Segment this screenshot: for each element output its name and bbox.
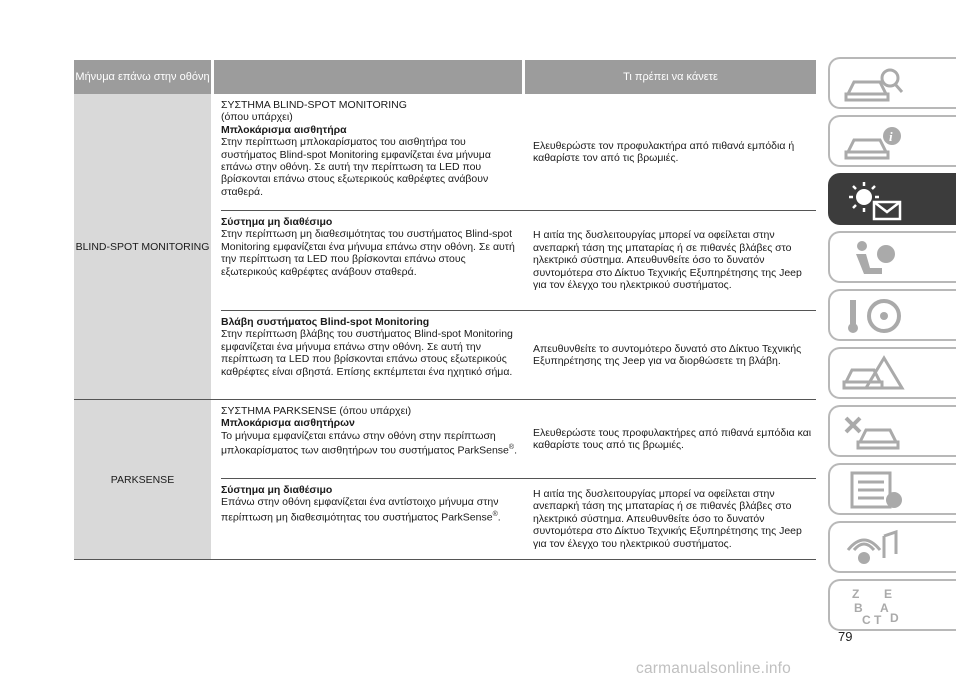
group-label-parksense: PARKSENSE (74, 400, 211, 559)
tab-car-info[interactable] (828, 115, 956, 167)
row-note: (όπου υπάρχει) (221, 111, 293, 124)
tab-technical-data[interactable] (828, 463, 956, 515)
row-text: Το μήνυμα εμφανίζεται επάνω στην οθόνη στην περίπτωση μπλοκαρίσματος των αισθητήρων του συστήματος ParkSense (221, 429, 509, 457)
svg-text:i: i (889, 129, 893, 144)
row-action: Η αιτία της δυσλειτουργίας μπορεί να οφείλεται στην ανεπαρκή τάση της μπαταρίας ή σε πιθανές βλάβες στο ηλεκτρικό σύστημα. Απευθυνθείτε όσο το δυνατόν συντομότερα στο Δίκτυο Τεχνικής Εξυπηρέτησης της Jeep για τον έλεγχο του ηλεκτρικού συστήματος. (533, 229, 802, 292)
svg-text:B: B (854, 601, 863, 615)
row-text-tail: . (514, 444, 517, 457)
header-message-column: Μήνυμα επάνω στην οθόνη (74, 60, 211, 94)
tools-car-icon (840, 412, 910, 452)
index-letters-icon (840, 586, 910, 630)
row-text: Στην περίπτωση μπλοκαρίσματος του αισθητήρα του συστήματος Blind-spot Monitoring εμφανίζεται ένα μήνυμα επάνω στην οθόνη. Σε αυτή την περίπτωση τα LED που βρίσκονται επάνω στους εξωτερικούς καθρέφτες ανάβουν σταθερά. (221, 136, 491, 198)
svg-text:A: A (880, 601, 889, 615)
header-action-column: Τι πρέπει να κάνετε (525, 60, 816, 94)
row-text-wrap (221, 496, 519, 523)
svg-text:D: D (890, 611, 899, 625)
table-row (221, 311, 816, 399)
tab-warning-lights-messages[interactable] (828, 173, 956, 225)
group-parksense (74, 400, 816, 560)
registered-mark: ® (492, 510, 498, 518)
tab-emergency[interactable] (828, 347, 956, 399)
row-subtitle: Μπλοκάρισμα αισθητήρα (221, 123, 347, 136)
registered-mark: ® (508, 444, 515, 452)
row-action: Ελευθερώστε τον προφυλακτήρα από πιθανά εμπόδια ή καθαρίστε τον από τις βρωμιές. (533, 139, 795, 164)
row-subtitle: Βλάβη συστήματος Blind-spot Monitoring (221, 316, 430, 328)
group-blind-spot (74, 94, 816, 400)
header-blank-column (214, 60, 522, 94)
car-crash-warning-icon (840, 354, 910, 394)
row-action: Η αιτία της δυσλειτουργίας μπορεί να οφείλεται στην ανεπαρκή τάση της μπαταρίας ή σε πιθανές βλάβες στο ηλεκτρικό σύστημα. Απευθυνθείτε όσο το δυνατόν συντομότερα στο Δίκτυο Τεχνικής Εξυπηρέτησης της Jeep για τον έλεγχο του ηλεκτρικού συστήματος. (533, 487, 802, 550)
chapter-tabs (828, 57, 956, 637)
car-search-icon (840, 64, 910, 104)
svg-text:C: C (862, 613, 871, 627)
steering-wrench-icon (840, 296, 910, 336)
row-text: Στην περίπτωση βλάβης του συστήματος Blind-spot Monitoring εμφανίζεται ένα μήνυμα επάνω στην οθόνη. Σε αυτή την περίπτωση τα LED που βρίσκονται επάνω στους εξωτερικούς καθρέφτες είναι σβηστά. Επίσης εκπέμπεται ένα ηχητικό σήμα. (221, 328, 513, 378)
row-text: Στην περίπτωση μη διαθεσιμότητας του συστήματος Blind-spot Monitoring εμφανίζεται ένα μήνυμα επάνω στην οθόνη. Σε αυτή την περίπτωση τα LED που βρίσκονται επάνω στους εξωτερικούς καθρέφτες ανάβουν σταθερά. (221, 228, 515, 278)
tab-multimedia[interactable] (828, 521, 956, 573)
multimedia-icon (840, 528, 910, 568)
table-header (74, 60, 816, 94)
row-action: Απευθυνθείτε το συντομότερο δυνατό στο Δίκτυο Τεχνικής Εξυπηρέτησης της Jeep για να διορθώσετε τη βλάβη. (533, 342, 802, 367)
car-info-icon (840, 122, 910, 162)
tab-maintenance[interactable] (828, 405, 956, 457)
row-title: ΣΥΣΤΗΜΑ PARKSENSE (όπου υπάρχει) (221, 405, 412, 417)
row-description (221, 400, 519, 478)
table-row (221, 479, 816, 559)
table-row (221, 94, 816, 211)
tab-index[interactable] (828, 579, 956, 631)
tab-airbag-safety[interactable] (828, 231, 956, 283)
message-table (74, 60, 816, 560)
svg-text:Z: Z (852, 587, 860, 601)
specs-list-icon (840, 470, 910, 510)
tab-starting-driving[interactable] (828, 289, 956, 341)
warning-light-message-icon (840, 180, 910, 222)
row-description (221, 211, 519, 310)
row-description (221, 94, 519, 210)
row-text-tail: . (497, 511, 501, 524)
table-row (221, 400, 816, 479)
row-subtitle: Σύστημα μη διαθέσιμο (221, 484, 333, 496)
row-title: ΣΥΣΤΗΜΑ BLIND-SPOT MONITORING (221, 99, 407, 111)
svg-text:E: E (884, 587, 893, 601)
group-label-blind-spot: BLIND-SPOT MONITORING (74, 94, 211, 399)
row-description (221, 311, 519, 399)
row-description (221, 479, 519, 559)
row-text: Επάνω στην οθόνη εμφανίζεται ένα αντίστοιχο μήνυμα στην περίπτωση μη διαθεσιμότητας του συστήματος ParkSense (221, 496, 499, 524)
row-text-wrap (221, 430, 519, 457)
table-row (221, 211, 816, 311)
airbag-seat-icon (840, 238, 910, 278)
row-subtitle: Σύστημα μη διαθέσιμο (221, 216, 333, 228)
row-action: Ελευθερώστε τους προφυλακτήρες από πιθανά εμπόδια και καθαρίστε τους από τις βρωμιές. (533, 426, 812, 451)
page-number: 79 (838, 629, 853, 644)
row-subtitle: Μπλοκάρισμα αισθητήρων (221, 417, 355, 430)
tab-car-search[interactable] (828, 57, 956, 109)
watermark: carmanualsonline.info (636, 660, 791, 677)
svg-text:T: T (874, 613, 882, 627)
